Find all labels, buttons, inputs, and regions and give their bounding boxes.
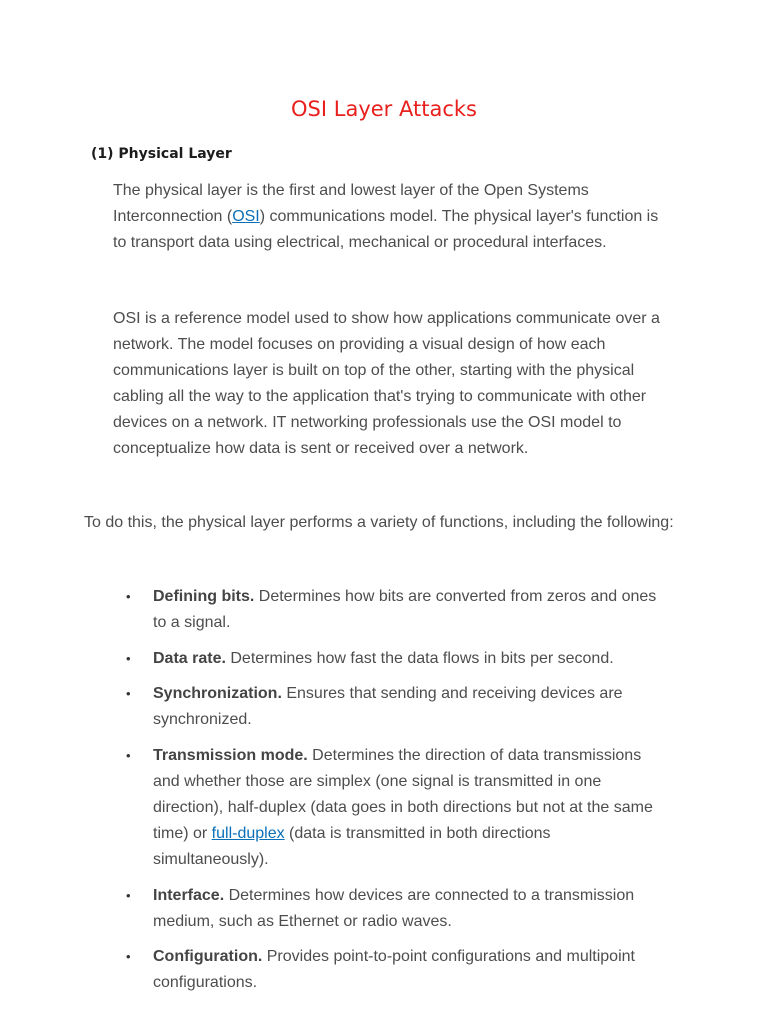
bullet-icon: • (126, 949, 131, 964)
list-item-synchronization (126, 681, 666, 733)
list-item-defining-bits (126, 584, 666, 636)
bullet-text: Provides point-to-point configurations and multipoint configurations. (153, 948, 635, 991)
bullet-icon: • (126, 748, 131, 763)
list-item-interface (126, 883, 666, 935)
bullet-term: Transmission mode. (153, 747, 308, 764)
paragraph-text: ) communications model. The physical layer's function is to transport data using electrical, mechanical or procedural interfaces. (113, 208, 659, 251)
section-heading: (1) Physical Layer (91, 146, 232, 162)
bullet-text: (data is transmitted in both directions simultaneously). (153, 825, 551, 868)
page-title: OSI Layer Attacks (291, 97, 477, 121)
bullet-icon: • (126, 589, 131, 604)
bullet-term: Configuration. (153, 948, 263, 965)
bullet-icon: • (126, 651, 131, 666)
bullet-text: Determines how bits are converted from zeros and ones to a signal. (153, 588, 657, 631)
paragraph-osi-model: OSI is a reference model used to show how applications communicate over a network. The model focuses on providing a visual design of how each communications layer is built on top of the other, starting with the physical cabling all the way to the application that's trying to communicate with other devices on a network. IT networking professionals use the OSI model to conceptualize how data is sent or received over a network. (113, 310, 660, 457)
full-duplex-link[interactable]: full-duplex (211, 825, 285, 842)
list-item-transmission-mode (126, 743, 666, 873)
paragraph-functions-intro: To do this, the physical layer performs a variety of functions, including the following: (84, 514, 674, 531)
osi-link[interactable]: OSI (232, 208, 260, 225)
list-item-configuration (126, 944, 666, 996)
bullet-icon: • (126, 888, 131, 903)
bullet-term: Data rate. (153, 650, 226, 667)
bullet-term: Interface. (153, 887, 225, 904)
bullet-text: Determines how fast the data flows in bits per second. (225, 650, 614, 667)
bullet-icon: • (126, 686, 131, 701)
paragraph-text: The physical layer is the first and lowest layer of the Open Systems Interconnection ( (113, 182, 589, 225)
bullet-term: Defining bits. (153, 588, 255, 605)
bullet-text: Determines the direction of data transmissions and whether those are simplex (one signal is transmitted in one direction), half-duplex (data goes in both directions but not at the same time) or (153, 747, 653, 842)
list-item-data-rate (126, 646, 666, 672)
bullet-text: Ensures that sending and receiving devices are synchronized. (153, 685, 623, 728)
bullet-term: Synchronization. (153, 685, 282, 702)
paragraph-physical-layer-intro (113, 178, 673, 256)
bullet-text: Determines how devices are connected to a transmission medium, such as Ethernet or radio waves. (153, 887, 635, 930)
